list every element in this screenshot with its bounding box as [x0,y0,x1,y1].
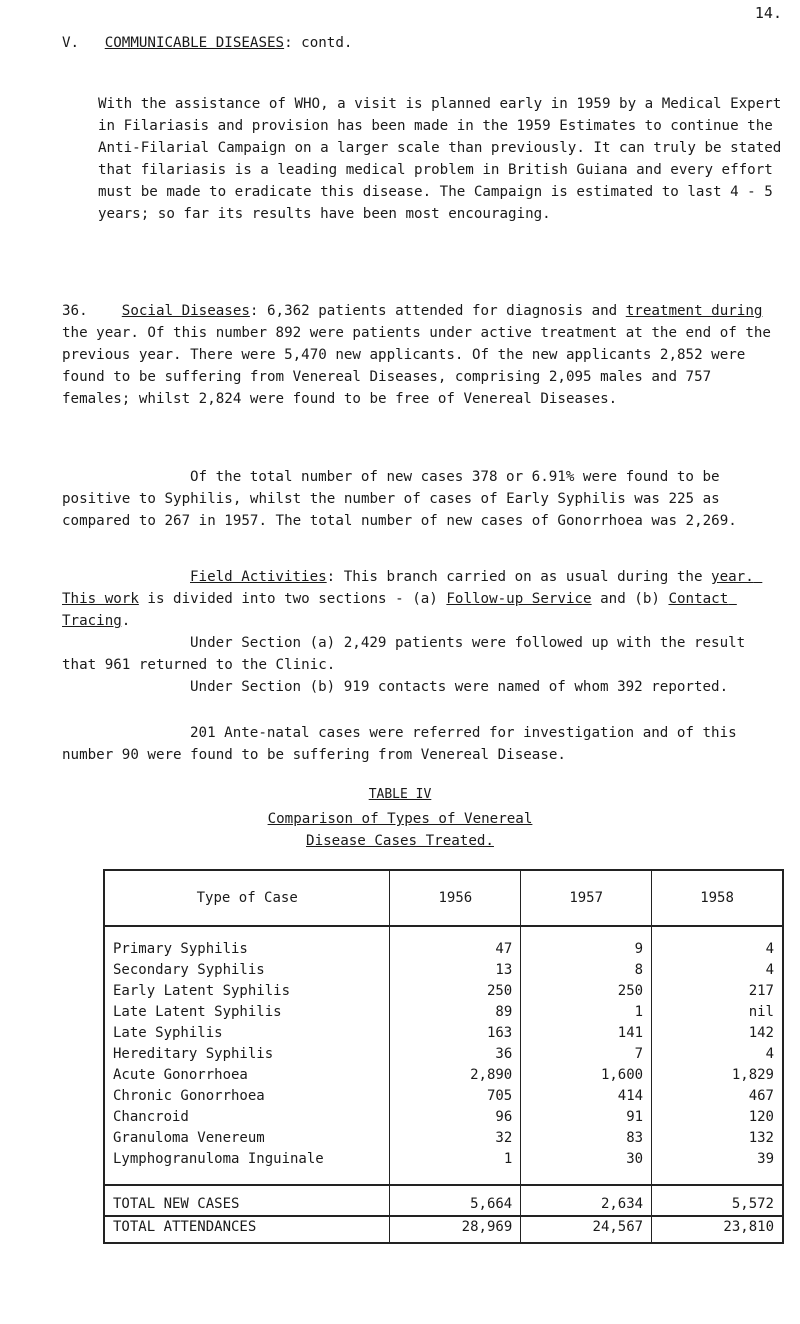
paragraph-number: 36. [62,303,88,319]
table-title-line-2: Disease Cases Treated. [306,833,494,849]
cell-count: 120 [652,1107,783,1128]
cell-count: 32 [390,1128,521,1149]
cell-count: 467 [652,1086,783,1107]
header-1958: 1958 [652,870,783,926]
cell-count: 89 [390,1002,521,1023]
field-activities-text-1: : This branch carried on as usual during the [326,569,712,585]
cell-count: 13 [390,960,521,981]
follow-up-service-label: Follow-up Service [446,591,592,607]
cell-count: 5,572 [652,1185,783,1216]
cell-type: Early Latent Syphilis [104,981,390,1002]
cell-count: 96 [390,1107,521,1128]
cell-type: Primary Syphilis [104,926,390,960]
paragraph-section-a: Under Section (a) 2,429 patients were followed up with the result that 961 returned to the Clinic. [62,635,754,673]
table-row [104,1149,783,1185]
cell-count: 2,634 [521,1185,652,1216]
cell-type: Chronic Gonorrhoea [104,1086,390,1107]
cell-count: 30 [521,1149,652,1185]
cell-count: 83 [521,1128,652,1149]
cell-count: 4 [652,1044,783,1065]
table-row [104,1107,783,1128]
cell-count: 36 [390,1044,521,1065]
cell-count: 141 [521,1023,652,1044]
cell-count: 4 [652,926,783,960]
paragraph-new-cases: Of the total number of new cases 378 or 6.91% were found to be positive to Syphilis, whilst the number of cases of Early Syphilis was 225 as compared to 267 in 1957. The total number of new cases of Gonorrhoea was 2,269. [62,469,737,529]
section-number: V. [62,35,80,51]
paragraph-section-b: Under Section (b) 919 contacts were named of whom 392 reported. [190,679,729,695]
cell-type: TOTAL ATTENDANCES [104,1216,390,1243]
venereal-disease-table [103,869,784,1244]
cell-type: Chancroid [104,1107,390,1128]
social-diseases-text-2: the year. Of this number 892 were patients under active treatment at the end of the previous year. There were 5,470 new applicants. Of the new applicants 2,852 were found to be suffering from Venereal Diseases, comprising 2,095 males and 757 females; whilst 2,824 were found to be free of Venereal Diseases. [62,303,780,407]
table-title [0,808,800,852]
cell-count: 163 [390,1023,521,1044]
cell-count: 1 [521,1002,652,1023]
page-number: 14. [754,4,782,22]
cell-type: Granuloma Venereum [104,1128,390,1149]
table-row [104,981,783,1002]
contact-tracing-label: Contact Tracing [62,591,737,629]
table-row [104,1128,783,1149]
social-diseases-underlined: treatment during [625,303,763,319]
cell-type: Acute Gonorrhoea [104,1065,390,1086]
table-row [104,1065,783,1086]
header-type-of-case: Type of Case [104,870,390,926]
total-row [104,1185,783,1216]
cell-count: 1,829 [652,1065,783,1086]
social-diseases-text-1: : 6,362 patients attended for diagnosis and [249,303,626,319]
cell-count: 5,664 [390,1185,521,1216]
cell-count: 2,890 [390,1065,521,1086]
cell-count: 142 [652,1023,783,1044]
cell-count: 217 [652,981,783,1002]
cell-count: 28,969 [390,1216,521,1243]
cell-type: Hereditary Syphilis [104,1044,390,1065]
field-activities-heading: Field Activities [190,569,327,585]
cell-type: Secondary Syphilis [104,960,390,981]
cell-count: 23,810 [652,1216,783,1243]
table-title-line-1: Comparison of Types of Venereal [267,811,533,827]
cell-count: 414 [521,1086,652,1107]
field-activities-underlined: year. This work [62,569,763,607]
table-row [104,960,783,981]
cell-count: 132 [652,1128,783,1149]
cell-count: 250 [521,981,652,1002]
cell-type: TOTAL NEW CASES [104,1185,390,1216]
table-row [104,1044,783,1065]
section-heading [62,35,352,51]
field-activities-text-2: is divided into two sections - (a) [138,591,447,607]
section-suffix: : contd. [284,35,353,51]
cell-count: 7 [521,1044,652,1065]
cell-count: 9 [521,926,652,960]
paragraph-social-diseases [62,300,782,410]
cell-count: 24,567 [521,1216,652,1243]
cell-type: Lymphogranuloma Inguinale [104,1149,390,1185]
cell-count: 1,600 [521,1065,652,1086]
cell-count: 8 [521,960,652,981]
table-header-row [104,870,783,926]
cell-count: 4 [652,960,783,981]
cell-type: Late Syphilis [104,1023,390,1044]
field-activities-text-4: . [121,613,131,629]
table-row [104,1002,783,1023]
paragraph-ante-natal: 201 Ante-natal cases were referred for investigation and of this number 90 were found to be suffering from Venereal Disease. [62,725,746,763]
cell-count: 39 [652,1149,783,1185]
cell-count: 250 [390,981,521,1002]
cell-count: 47 [390,926,521,960]
cell-count: 1 [390,1149,521,1185]
table-row [104,1086,783,1107]
cell-type: Late Latent Syphilis [104,1002,390,1023]
paragraph-filariasis: With the assistance of WHO, a visit is planned early in 1959 by a Medical Expert in Filariasis and provision has been made in the 1959 Estimates to continue the Anti-Filarial Campaign on a larger scale than previously. It can truly be stated that filariasis is a leading medical problem in British Guiana and every effort must be made to eradicate this disease. The Campaign is estimated to last 4 - 5 years; so far its results have been most encouraging. [98,96,790,222]
paragraph-field-activities [62,566,782,632]
header-1956: 1956 [390,870,521,926]
section-title: COMMUNICABLE DISEASES [104,35,285,51]
table-row [104,1023,783,1044]
table-row [104,926,783,960]
header-1957: 1957 [521,870,652,926]
table-label [0,787,800,802]
cell-count: 705 [390,1086,521,1107]
cell-count: 91 [521,1107,652,1128]
cell-count: nil [652,1002,783,1023]
social-diseases-heading: Social Diseases [121,303,250,319]
total-row [104,1216,783,1243]
field-activities-text-3: and (b) [591,591,669,607]
table-label-text: TABLE IV [368,787,432,802]
